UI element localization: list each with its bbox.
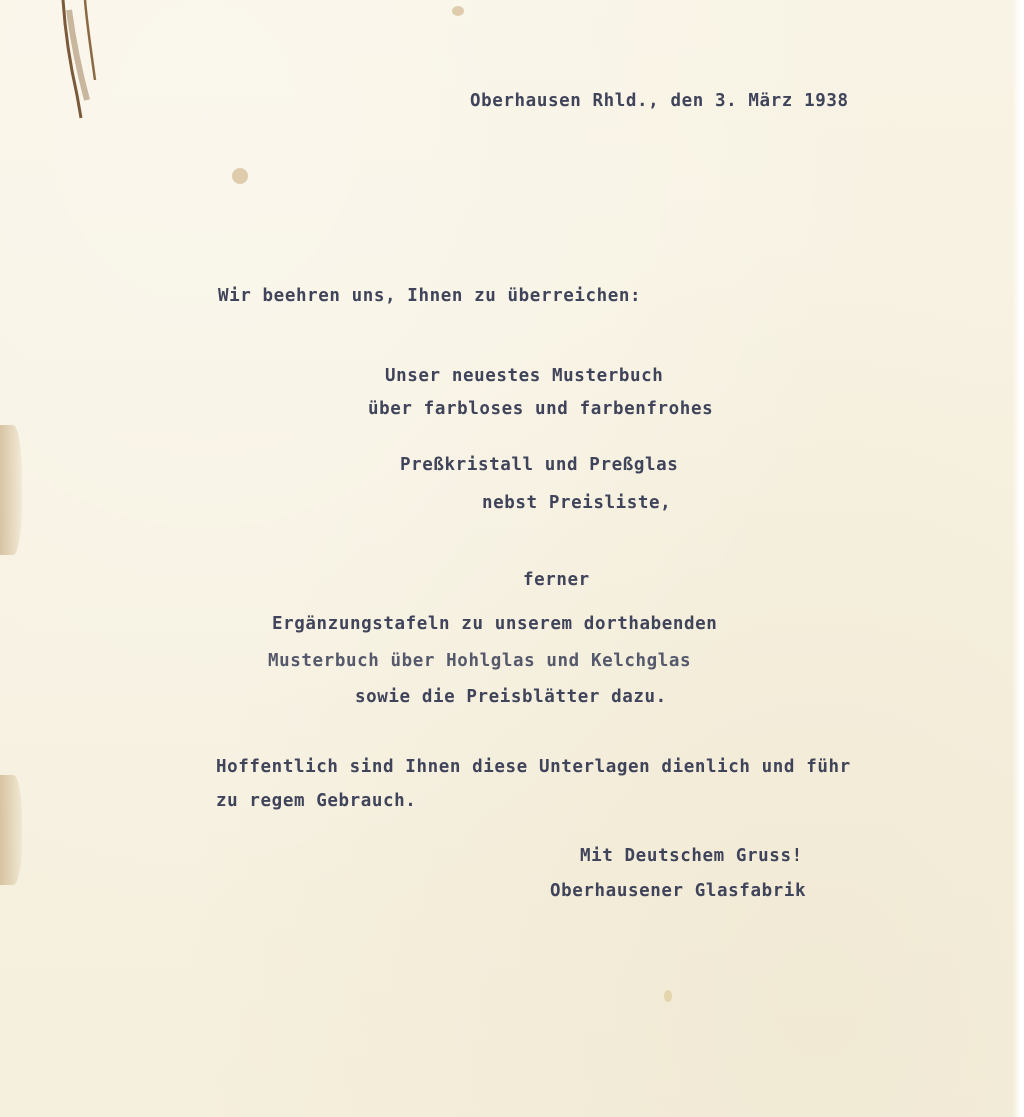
closing-paragraph-line: Hoffentlich sind Ihnen diese Unterlagen dienlich und führ	[216, 757, 851, 777]
enclosure-line: Unser neuestes Musterbuch	[385, 366, 664, 386]
paper-spot	[664, 990, 672, 1002]
enclosure-line: Musterbuch über Hohlglas und Kelchglas	[268, 651, 692, 671]
closing-paragraph-line: zu regem Gebrauch.	[216, 791, 417, 811]
enclosure-line: Preßkristall und Preßglas	[400, 455, 679, 475]
sender-name: Oberhausener Glasfabrik	[550, 881, 807, 901]
date-line: Oberhausen Rhld., den 3. März 1938	[470, 91, 849, 111]
edge-stain-lower	[0, 775, 22, 885]
enclosure-line: nebst Preisliste,	[482, 493, 672, 513]
paper-right-edge	[1012, 0, 1024, 1117]
paper-tear-mark	[55, 0, 110, 120]
connector-word: ferner	[523, 570, 590, 590]
enclosure-line: über farbloses und farbenfrohes	[368, 399, 714, 419]
paper-spot	[452, 6, 464, 16]
edge-stain-upper	[0, 425, 22, 555]
enclosure-line: sowie die Preisblätter dazu.	[355, 687, 667, 707]
enclosure-line: Ergänzungstafeln zu unserem dorthabenden	[272, 614, 718, 634]
intro-line: Wir beehren uns, Ihnen zu überreichen:	[218, 286, 642, 306]
paper-spot	[232, 168, 248, 184]
salutation: Mit Deutschem Gruss!	[580, 846, 803, 866]
